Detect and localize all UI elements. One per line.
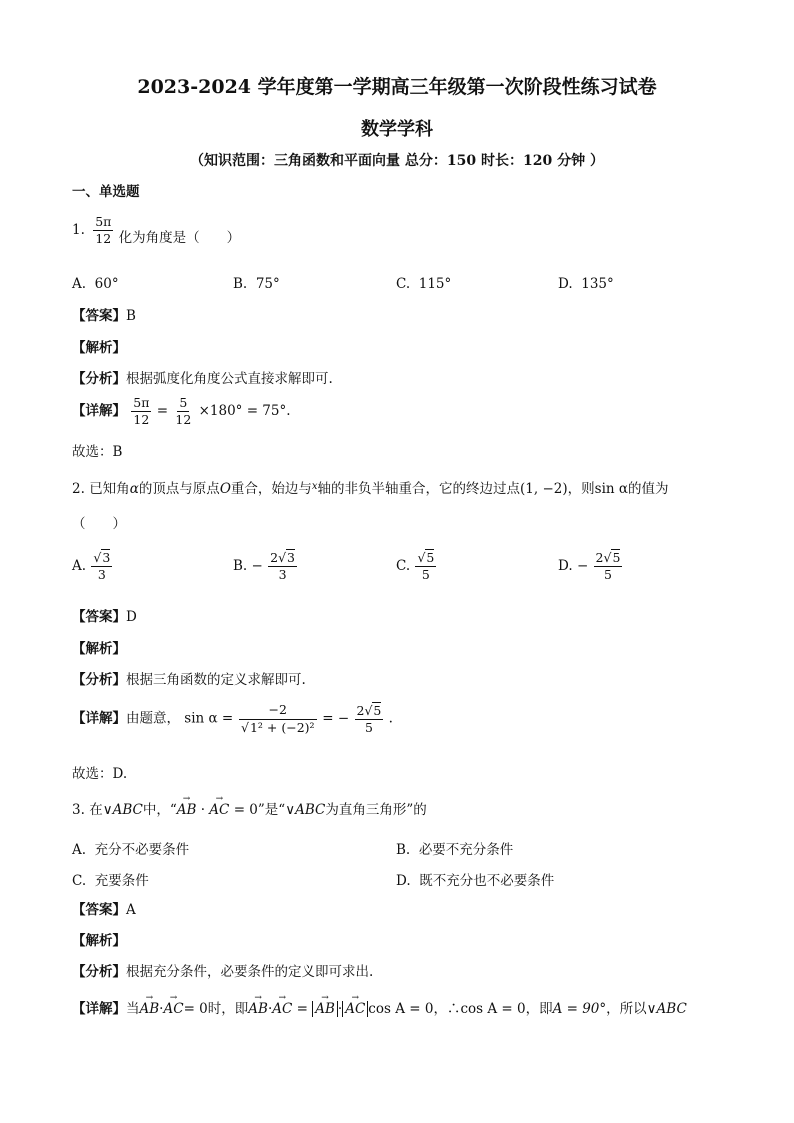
q1-text: 化为角度是（ ） (118, 230, 241, 246)
q3-detail: 【详解】当→ AB·→ AC= 0时，即→ AB·→ AC = → AB ·→ AC cos A = 0，∴cos A = 0，即A = 90°，所以∨ABC (72, 1000, 687, 1018)
q3-option-b: B. 必要不充分条件 (396, 842, 514, 858)
subject-title: 数学学科 (361, 119, 433, 140)
q2-conclusion: 故选：D. (72, 766, 128, 782)
q2-answer: 【答案】D (72, 609, 137, 625)
q3-method: 【分析】根据充分条件，必要条件的定义即可求出. (72, 964, 374, 980)
q1-stem (72, 215, 240, 246)
q2-detail-frac1: $\frac{-2}{\text{√1² + (−2)²}}$ (239, 703, 317, 735)
q1-option-d: D. 135° (558, 276, 614, 292)
q1-number: 1. (72, 222, 85, 238)
q1-option-b: B. 75° (233, 276, 280, 292)
q1-answer: 【答案】B (72, 308, 136, 324)
q1-detail-frac1: $\frac{5\pi}{12}$ (133, 395, 150, 427)
q2-stem: 2. 已知角α的顶点与原点O重合，始边与$^x$轴的非负半轴重合，它的终边过点(1, −2)，则sin α的值为 (72, 481, 669, 497)
q3-analysis-label: 【解析】 (72, 933, 126, 949)
q2-option-c: C. $\frac{√5}{5}$ (396, 550, 435, 582)
q1-conclusion: 故选：B (72, 444, 123, 460)
q1-detail: 【详解】 $\frac{5\pi}{12}$ = $\frac{5}{12}$ ×180° = 75°. (72, 395, 291, 427)
q2-analysis-label: 【解析】 (72, 641, 126, 657)
q2-detail-frac2: $\frac{2√5}{5}$ (356, 702, 382, 735)
q1-method: 【分析】根据弧度化角度公式直接求解即可. (72, 371, 333, 387)
q2-option-d: D. − $\frac{2√5}{5}$ (558, 550, 621, 582)
q1-option-c: C. 115° (396, 276, 452, 292)
q1-option-a: A. 60° (72, 276, 119, 292)
q2-paren: （ ） (72, 516, 126, 532)
q1-fraction: $\frac{5\pi}{12}$ (95, 214, 112, 246)
q2-option-a: A. $\frac{√3}{3}$ (72, 550, 111, 582)
section-title: 一、单选题 (72, 184, 140, 200)
q3-option-c: C. 充要条件 (72, 873, 149, 889)
q2-method: 【分析】根据三角函数的定义求解即可. (72, 672, 306, 688)
q1-analysis-label: 【解析】 (72, 340, 126, 356)
q3-option-d: D. 既不充分也不必要条件 (396, 873, 555, 889)
q1-detail-frac2: $\frac{5}{12}$ (175, 395, 192, 427)
q3-option-a: A. 充分不必要条件 (72, 842, 190, 858)
q3-stem: 3. 在∨ABC中，“→ AB · → AC = 0”是“∨ABC为直角三角形”的 (72, 801, 427, 819)
q2-detail: 【详解】由题意， sin α = $\frac{-2}{\text{√1² + (−2)²}}$ = − $\frac{2√5}{5}$ . (72, 702, 393, 735)
exam-meta: （知识范围：三角函数和平面向量 总分：150 时长：120 分钟 ） (190, 153, 604, 169)
exam-title: 2023-2024 学年度第一学期高三年级第一次阶段性练习试卷 (137, 76, 657, 98)
q3-answer: 【答案】A (72, 902, 136, 918)
q2-option-b: B. − $\frac{2√3}{3}$ (233, 550, 295, 582)
